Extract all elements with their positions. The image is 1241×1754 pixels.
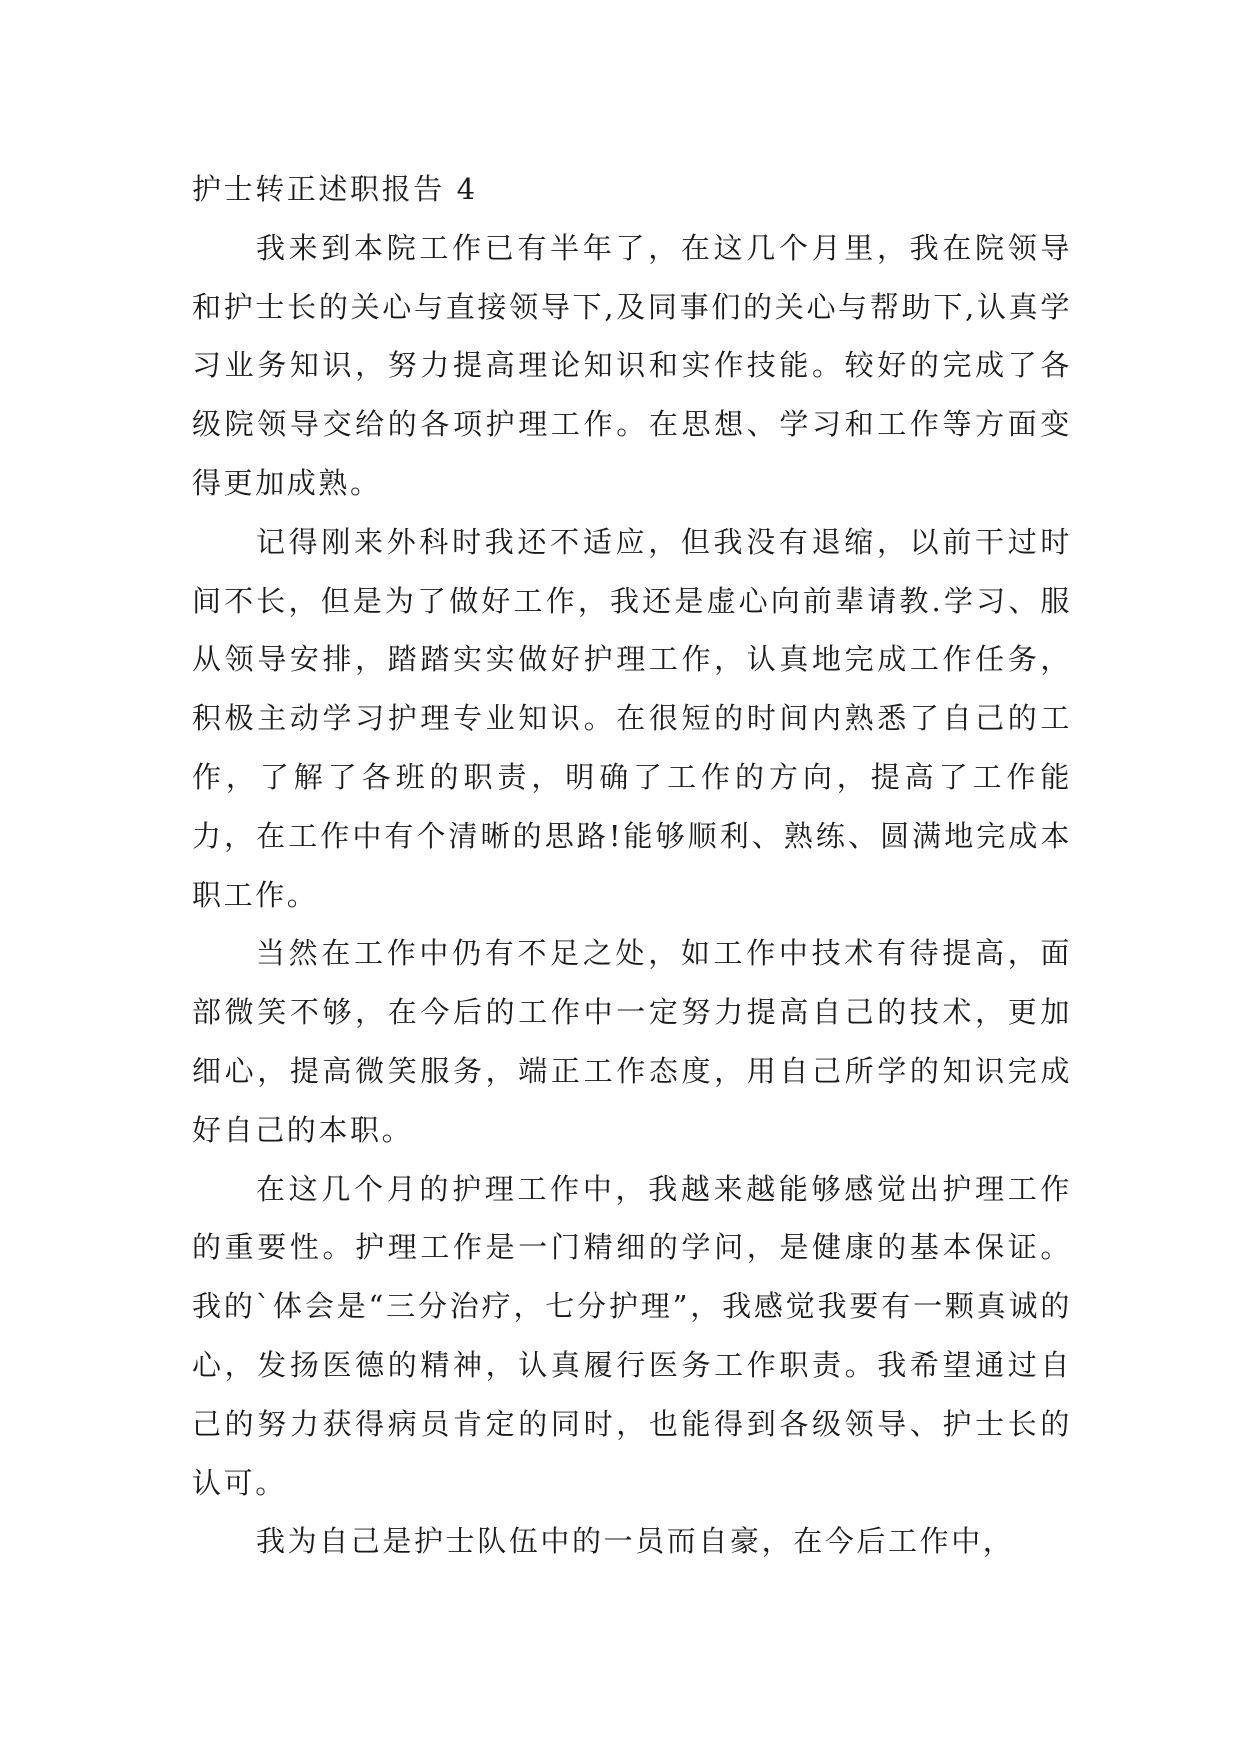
paragraph-4: 在这几个月的护理工作中，我越来越能够感觉出护理工作的重要性。护理工作是一门精细的学问，是健康的基本保证。我的`体会是“三分治疗，七分护理”，我感觉我要有一颗真诚的心，发扬医德的精神，认真履行医务工作职责。我希望通过自己的努力获得病员肯定的同时，也能得到各级领导、护士长的认可。 [192, 1171, 1072, 1500]
document-body [192, 160, 1072, 1571]
paragraph-5: 我为自己是护士队伍中的一员而自豪，在今后工作中， [256, 1524, 1015, 1559]
paragraph-2: 记得刚来外科时我还不适应，但我没有退缩，以前干过时间不长，但是为了做好工作，我还是虚心向前辈请教.学习、服从领导安排，踏踏实实做好护理工作，认真地完成工作任务，积极主动学习护理专业知识。在很短的时间内熟悉了自己的工作，了解了各班的职责，明确了工作的方向，提高了工作能力，在工作中有个清晰的思路!能够顺利、熟练、圆满地完成本职工作。 [192, 524, 1072, 912]
document-title: 护士转正述职报告 4 [192, 172, 478, 206]
paragraph-1: 我来到本院工作已有半年了，在这几个月里，我在院领导和护士长的关心与直接领导下,及同事们的关心与帮助下,认真学习业务知识，努力提高理论知识和实作技能。较好的完成了各级院领导交给的各项护理工作。在思想、学习和工作等方面变得更加成熟。 [192, 230, 1072, 500]
paragraph-3: 当然在工作中仍有不足之处，如工作中技术有待提高，面部微笑不够，在今后的工作中一定努力提高自己的技术，更加细心，提高微笑服务，端正工作态度，用自己所学的知识完成好自己的本职。 [192, 936, 1072, 1147]
